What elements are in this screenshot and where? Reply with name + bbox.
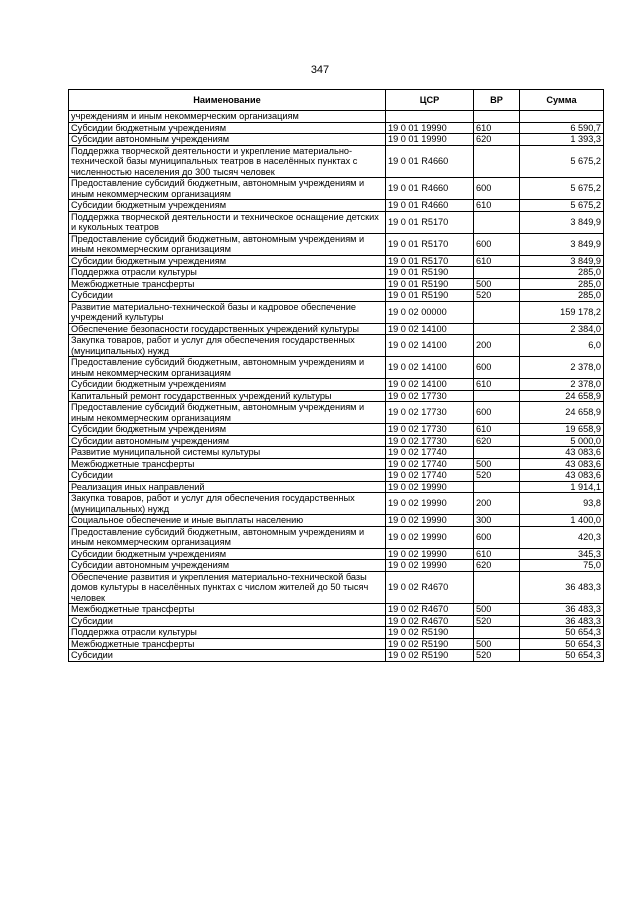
table-row — [69, 458, 604, 470]
header-vr: ВР — [474, 90, 520, 111]
cell-name: Субсидии бюджетным учреждениям — [69, 548, 386, 560]
cell-vr: 500 — [474, 458, 520, 470]
table-row — [69, 122, 604, 134]
cell-sum: 43 083,6 — [520, 470, 604, 482]
cell-name: Предоставление субсидий бюджетным, автономным учреждениям и иным некоммерческим организациям — [69, 402, 386, 424]
cell-csr: 19 0 02 19990 — [386, 493, 474, 515]
cell-csr: 19 0 02 17740 — [386, 458, 474, 470]
cell-csr: 19 0 02 R4670 — [386, 571, 474, 604]
cell-name: Предоставление субсидий бюджетным, автономным учреждениям и иным некоммерческим организациям — [69, 526, 386, 548]
cell-name: Субсидии — [69, 290, 386, 302]
cell-vr — [474, 390, 520, 402]
cell-vr: 600 — [474, 233, 520, 255]
cell-csr: 19 0 01 19990 — [386, 134, 474, 146]
cell-sum: 285,0 — [520, 267, 604, 279]
table-row — [69, 560, 604, 572]
cell-sum: 93,8 — [520, 493, 604, 515]
table-row — [69, 435, 604, 447]
cell-name: Капитальный ремонт государственных учреждений культуры — [69, 390, 386, 402]
cell-csr: 19 0 02 00000 — [386, 301, 474, 323]
table-row — [69, 267, 604, 279]
cell-csr: 19 0 01 R4660 — [386, 200, 474, 212]
cell-vr: 600 — [474, 402, 520, 424]
cell-vr — [474, 211, 520, 233]
cell-vr — [474, 571, 520, 604]
table-row — [69, 650, 604, 662]
cell-name: Субсидии бюджетным учреждениям — [69, 255, 386, 267]
cell-sum: 2 378,0 — [520, 379, 604, 391]
table-row — [69, 290, 604, 302]
cell-csr: 19 0 02 19990 — [386, 515, 474, 527]
cell-sum: 43 083,6 — [520, 458, 604, 470]
table-row — [69, 145, 604, 178]
cell-name: Межбюджетные трансферты — [69, 604, 386, 616]
table-row — [69, 447, 604, 459]
table-row — [69, 470, 604, 482]
cell-vr — [474, 481, 520, 493]
cell-sum: 2 378,0 — [520, 357, 604, 379]
cell-csr: 19 0 02 R5190 — [386, 638, 474, 650]
table-row — [69, 278, 604, 290]
cell-csr: 19 0 01 R4660 — [386, 178, 474, 200]
table-row — [69, 526, 604, 548]
cell-name: Субсидии бюджетным учреждениям — [69, 424, 386, 436]
cell-vr: 610 — [474, 200, 520, 212]
cell-csr: 19 0 02 17740 — [386, 447, 474, 459]
cell-vr: 520 — [474, 650, 520, 662]
cell-csr: 19 0 01 19990 — [386, 122, 474, 134]
cell-vr: 620 — [474, 560, 520, 572]
table-row — [69, 493, 604, 515]
table-row — [69, 638, 604, 650]
cell-csr: 19 0 02 14100 — [386, 379, 474, 391]
table-row — [69, 627, 604, 639]
cell-csr — [386, 111, 474, 123]
cell-sum: 43 083,6 — [520, 447, 604, 459]
cell-sum: 5 675,2 — [520, 200, 604, 212]
cell-csr: 19 0 02 17740 — [386, 470, 474, 482]
cell-name: Развитие материально-технической базы и кадровое обеспечение учреждений культуры — [69, 301, 386, 323]
cell-csr: 19 0 01 R5170 — [386, 255, 474, 267]
cell-sum: 24 658,9 — [520, 402, 604, 424]
cell-sum: 75,0 — [520, 560, 604, 572]
cell-name: Обеспечение развития и укрепления материально-технической базы домов культуры в населённых пунктах с числом жителей до 50 тысяч человек — [69, 571, 386, 604]
cell-vr: 500 — [474, 278, 520, 290]
cell-csr: 19 0 02 R4670 — [386, 604, 474, 616]
cell-sum: 285,0 — [520, 290, 604, 302]
cell-name: Субсидии — [69, 650, 386, 662]
cell-sum: 345,3 — [520, 548, 604, 560]
cell-name: Субсидии бюджетным учреждениям — [69, 200, 386, 212]
cell-name: Предоставление субсидий бюджетным, автономным учреждениям и иным некоммерческим организациям — [69, 233, 386, 255]
table-header-row — [69, 90, 604, 111]
cell-sum: 50 654,3 — [520, 638, 604, 650]
cell-csr: 19 0 02 R5190 — [386, 627, 474, 639]
cell-sum: 5 000,0 — [520, 435, 604, 447]
table-row — [69, 200, 604, 212]
cell-csr: 19 0 01 R5190 — [386, 278, 474, 290]
cell-vr: 300 — [474, 515, 520, 527]
table-row — [69, 615, 604, 627]
cell-vr: 200 — [474, 335, 520, 357]
cell-sum: 3 849,9 — [520, 255, 604, 267]
table-row — [69, 323, 604, 335]
cell-csr: 19 0 02 R4670 — [386, 615, 474, 627]
cell-vr: 610 — [474, 424, 520, 436]
table-row — [69, 178, 604, 200]
cell-vr: 600 — [474, 357, 520, 379]
cell-vr — [474, 267, 520, 279]
cell-csr: 19 0 02 17730 — [386, 424, 474, 436]
table-row — [69, 134, 604, 146]
table-row — [69, 424, 604, 436]
cell-name: Субсидии автономным учреждениям — [69, 435, 386, 447]
cell-name: Обеспечение безопасности государственных учреждений культуры — [69, 323, 386, 335]
cell-sum: 6 590,7 — [520, 122, 604, 134]
cell-sum — [520, 111, 604, 123]
cell-vr: 520 — [474, 290, 520, 302]
table-row — [69, 515, 604, 527]
cell-name: Субсидии — [69, 470, 386, 482]
cell-name: Реализация иных направлений — [69, 481, 386, 493]
cell-name: Субсидии бюджетным учреждениям — [69, 122, 386, 134]
cell-name: Межбюджетные трансферты — [69, 458, 386, 470]
cell-csr: 19 0 01 R5190 — [386, 290, 474, 302]
cell-csr: 19 0 02 19990 — [386, 526, 474, 548]
cell-csr: 19 0 02 14100 — [386, 335, 474, 357]
cell-csr: 19 0 01 R4660 — [386, 145, 474, 178]
table-row — [69, 301, 604, 323]
cell-vr: 600 — [474, 526, 520, 548]
cell-csr: 19 0 02 17730 — [386, 390, 474, 402]
cell-name: Поддержка творческой деятельности и укрепление материально-технической базы муниципальных театров в населённых пунктах с численностью населения до 300 тысяч человек — [69, 145, 386, 178]
table-row — [69, 211, 604, 233]
header-name: Наименование — [69, 90, 386, 111]
cell-sum: 2 384,0 — [520, 323, 604, 335]
cell-sum: 3 849,9 — [520, 211, 604, 233]
table-row — [69, 571, 604, 604]
table-row — [69, 357, 604, 379]
cell-sum: 24 658,9 — [520, 390, 604, 402]
cell-csr: 19 0 01 R5170 — [386, 211, 474, 233]
cell-vr — [474, 447, 520, 459]
cell-name: Предоставление субсидий бюджетным, автономным учреждениям и иным некоммерческим организациям — [69, 357, 386, 379]
cell-sum: 6,0 — [520, 335, 604, 357]
cell-csr: 19 0 02 14100 — [386, 357, 474, 379]
cell-sum: 5 675,2 — [520, 178, 604, 200]
cell-vr — [474, 323, 520, 335]
cell-csr: 19 0 02 19990 — [386, 548, 474, 560]
table-row — [69, 402, 604, 424]
cell-name: Субсидии автономным учреждениям — [69, 560, 386, 572]
cell-name: Закупка товаров, работ и услуг для обеспечения государственных (муниципальных) нужд — [69, 335, 386, 357]
table-row — [69, 481, 604, 493]
table-row — [69, 335, 604, 357]
table-row — [69, 233, 604, 255]
cell-vr: 520 — [474, 615, 520, 627]
cell-vr: 620 — [474, 435, 520, 447]
table-row — [69, 255, 604, 267]
table-row — [69, 379, 604, 391]
cell-sum: 3 849,9 — [520, 233, 604, 255]
budget-table — [68, 89, 604, 662]
table-row — [69, 548, 604, 560]
cell-name: Социальное обеспечение и иные выплаты населению — [69, 515, 386, 527]
cell-name: Межбюджетные трансферты — [69, 278, 386, 290]
cell-sum: 50 654,3 — [520, 650, 604, 662]
cell-vr — [474, 627, 520, 639]
cell-sum: 36 483,3 — [520, 604, 604, 616]
table-row — [69, 390, 604, 402]
cell-csr: 19 0 01 R5170 — [386, 233, 474, 255]
table-row — [69, 111, 604, 123]
cell-name: Поддержка отрасли культуры — [69, 627, 386, 639]
cell-vr: 610 — [474, 548, 520, 560]
cell-sum: 19 658,9 — [520, 424, 604, 436]
cell-vr: 200 — [474, 493, 520, 515]
page-number: 347 — [310, 64, 330, 76]
cell-sum: 50 654,3 — [520, 627, 604, 639]
cell-vr: 520 — [474, 470, 520, 482]
cell-csr: 19 0 02 14100 — [386, 323, 474, 335]
cell-name: Субсидии бюджетным учреждениям — [69, 379, 386, 391]
cell-name: Поддержка творческой деятельности и техническое оснащение детских и кукольных театров — [69, 211, 386, 233]
cell-sum: 420,3 — [520, 526, 604, 548]
cell-sum: 1 393,3 — [520, 134, 604, 146]
cell-vr: 500 — [474, 638, 520, 650]
cell-name: Межбюджетные трансферты — [69, 638, 386, 650]
cell-sum: 36 483,3 — [520, 571, 604, 604]
cell-name: Субсидии — [69, 615, 386, 627]
cell-sum: 1 400,0 — [520, 515, 604, 527]
cell-name: Предоставление субсидий бюджетным, автономным учреждениям и иным некоммерческим организациям — [69, 178, 386, 200]
cell-sum: 36 483,3 — [520, 615, 604, 627]
cell-name: Закупка товаров, работ и услуг для обеспечения государственных (муниципальных) нужд — [69, 493, 386, 515]
cell-vr: 620 — [474, 134, 520, 146]
table-row — [69, 604, 604, 616]
cell-vr: 500 — [474, 604, 520, 616]
cell-vr: 610 — [474, 379, 520, 391]
cell-vr: 600 — [474, 178, 520, 200]
cell-vr — [474, 145, 520, 178]
cell-csr: 19 0 01 R5190 — [386, 267, 474, 279]
cell-vr: 610 — [474, 122, 520, 134]
cell-csr: 19 0 02 17730 — [386, 402, 474, 424]
header-csr: ЦСР — [386, 90, 474, 111]
cell-vr — [474, 301, 520, 323]
cell-name: Субсидии автономным учреждениям — [69, 134, 386, 146]
cell-csr: 19 0 02 19990 — [386, 560, 474, 572]
cell-vr — [474, 111, 520, 123]
cell-vr: 610 — [474, 255, 520, 267]
cell-name: Развитие муниципальной системы культуры — [69, 447, 386, 459]
cell-name: учреждениям и иным некоммерческим организациям — [69, 111, 386, 123]
cell-sum: 5 675,2 — [520, 145, 604, 178]
cell-csr: 19 0 02 19990 — [386, 481, 474, 493]
cell-csr: 19 0 02 17730 — [386, 435, 474, 447]
cell-name: Поддержка отрасли культуры — [69, 267, 386, 279]
cell-csr: 19 0 02 R5190 — [386, 650, 474, 662]
cell-sum: 159 178,2 — [520, 301, 604, 323]
cell-sum: 1 914,1 — [520, 481, 604, 493]
header-sum: Сумма — [520, 90, 604, 111]
cell-sum: 285,0 — [520, 278, 604, 290]
